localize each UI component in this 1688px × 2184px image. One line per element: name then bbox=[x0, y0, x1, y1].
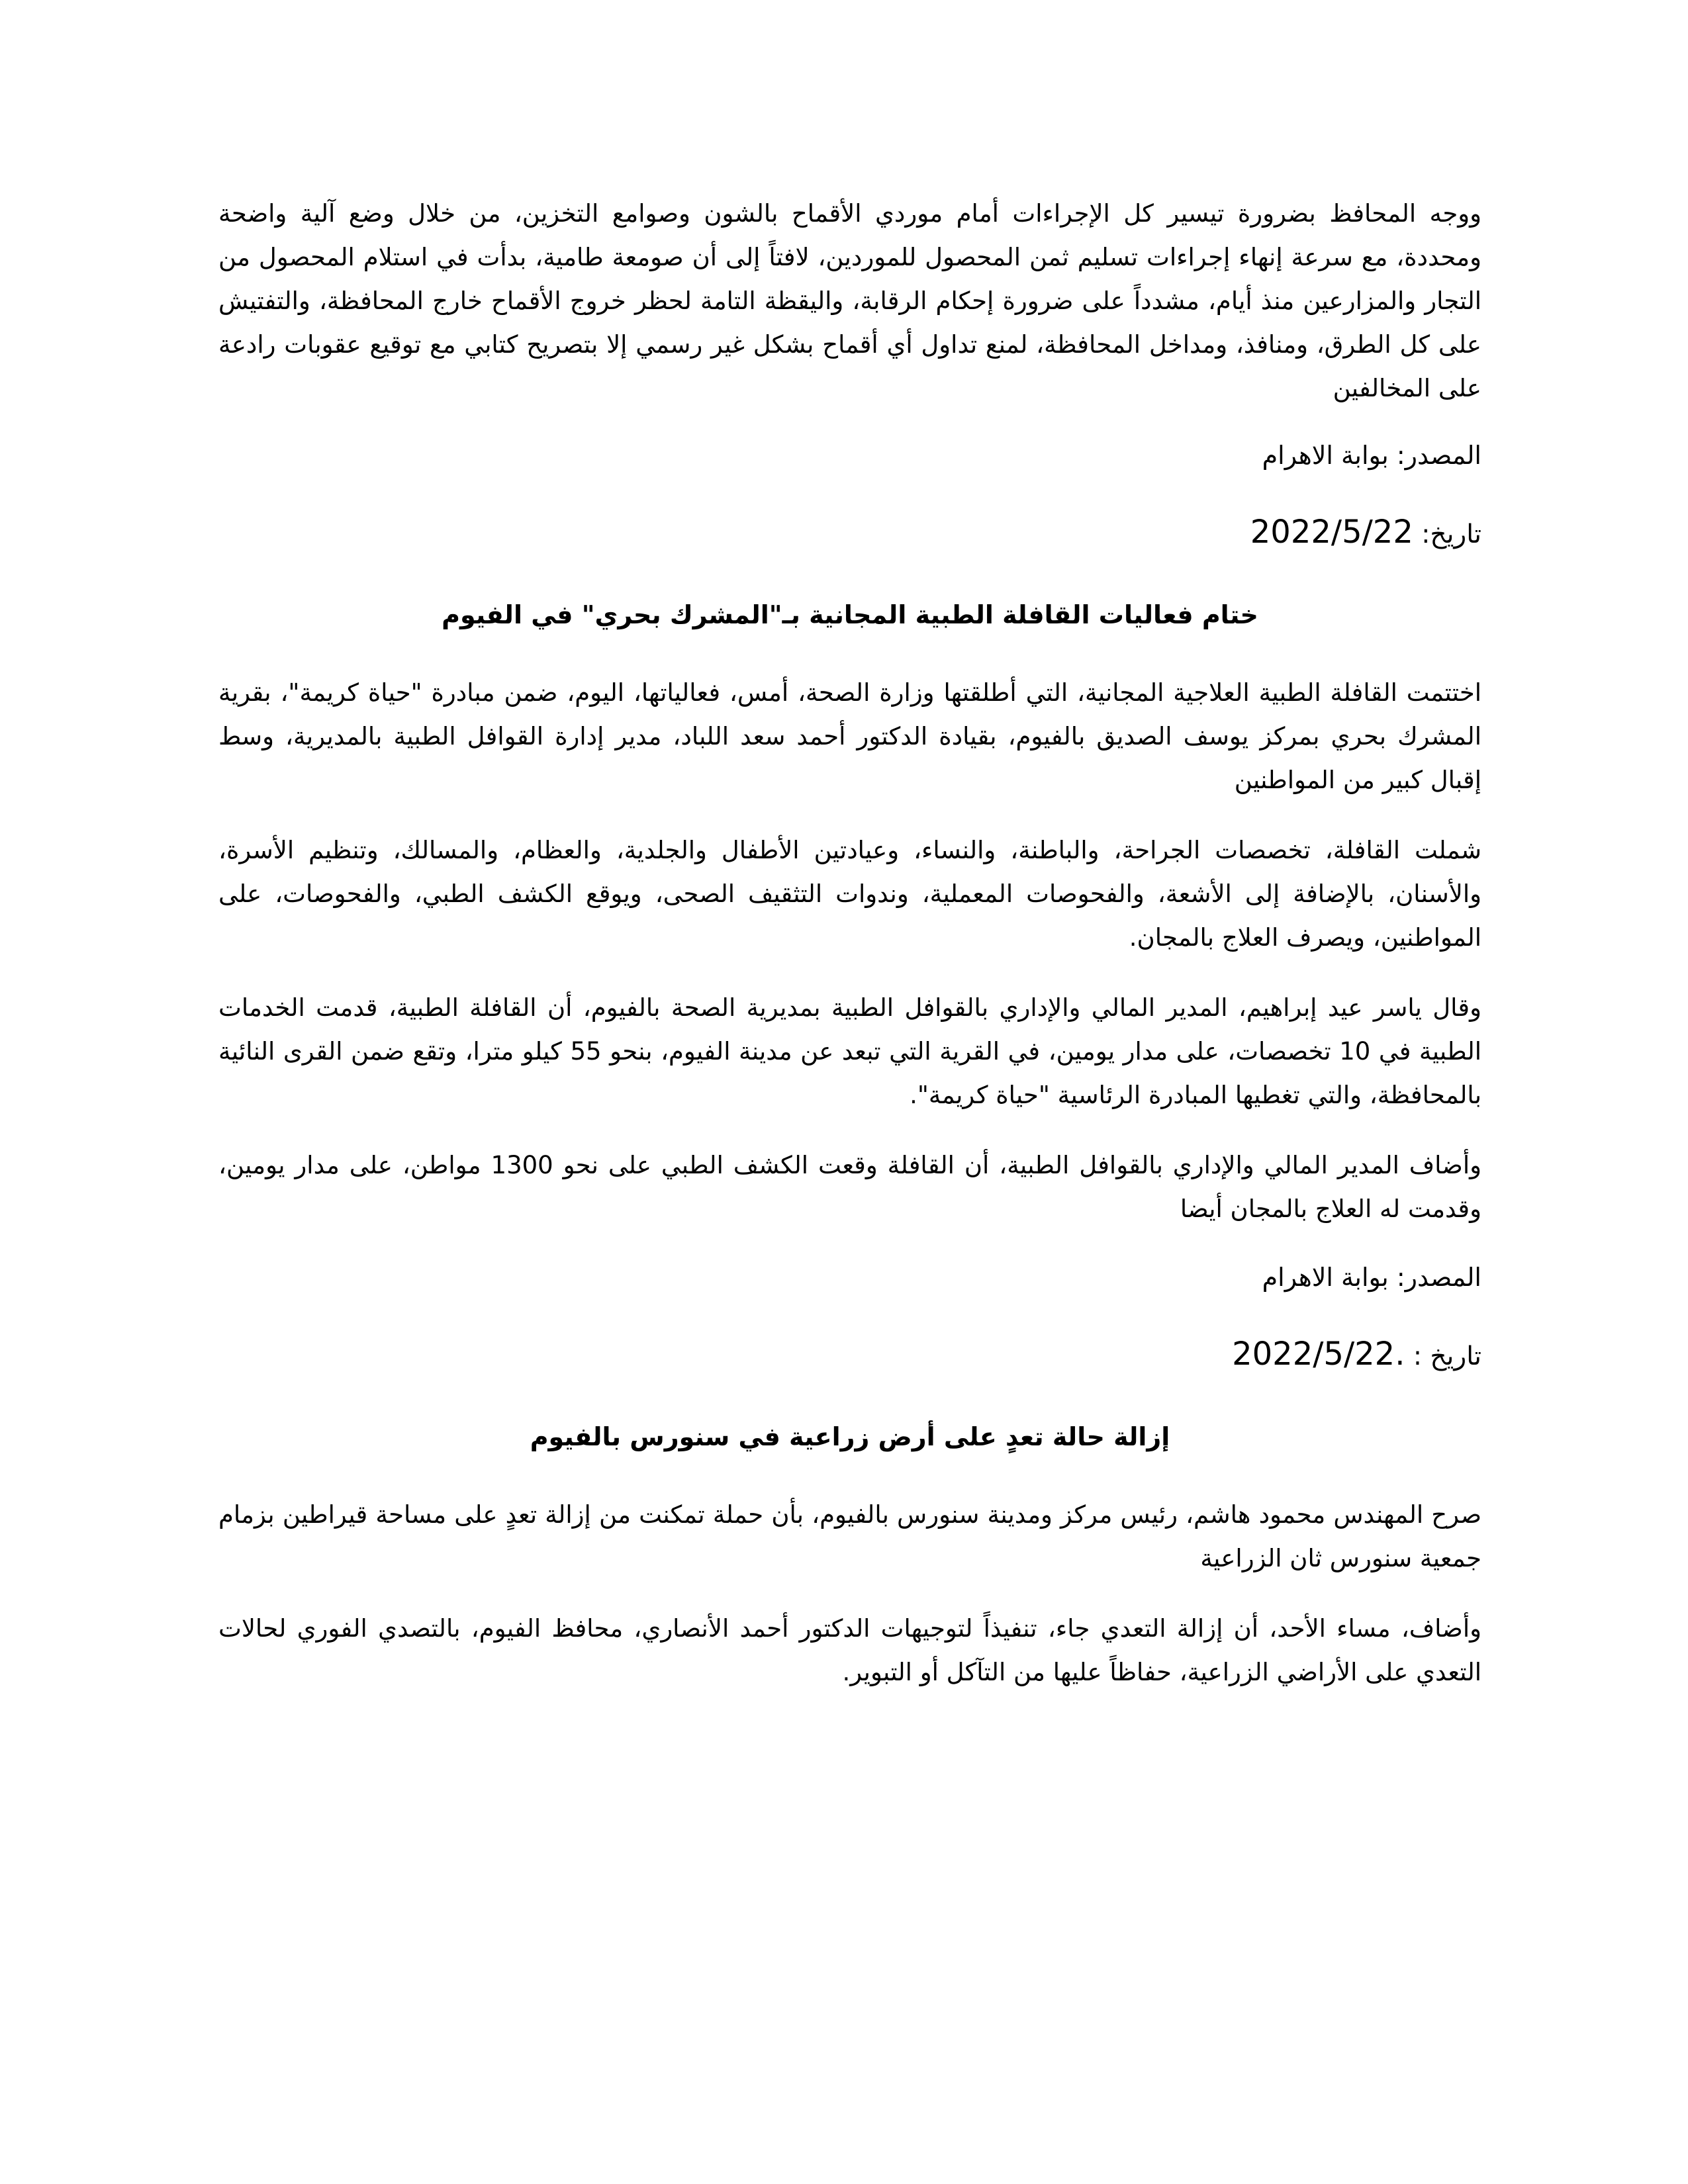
source-line: المصدر: بوابة الاهرام bbox=[1262, 441, 1481, 470]
paragraph: اختتمت القافلة الطبية العلاجية المجانية، التي أطلقتها وزارة الصحة، أمس، فعالياتها، اليوم، ضمن مبادرة "حياة كريمة"، بقرية المشرك بحري بمركز يوسف الصديق بالفيوم، بقيادة الدكتور أحمد سعد اللباد، مدير إدارة القوافل الطبية بالمديرية، وسط إقبال كبير من المواطنين bbox=[218, 678, 1481, 794]
paragraph: وأضاف المدير المالي والإداري بالقوافل الطبية، أن القافلة وقعت الكشف الطبي على نحو 1300 مواطن، على مدار يومين، وقدمت له العلاج بالمجان أيضا bbox=[218, 1151, 1481, 1223]
paragraph: وأضاف، مساء الأحد، أن إزالة التعدي جاء، تنفيذاً لتوجيهات الدكتور أحمد الأنصاري، محافظ الفيوم، بالتصدي الفوري لحالات التعدي على الأراضي الزراعية، حفاظاً عليها من التآكل أو التبوير. bbox=[218, 1614, 1481, 1686]
date-value: 2022/5/22. bbox=[1232, 1336, 1405, 1373]
paragraph: صرح المهندس محمود هاشم، رئيس مركز ومدينة سنورس بالفيوم، بأن حملة تمكنت من إزالة تعدٍ على مساحة قيراطين بزمام جمعية سنورس ثان الزراعية bbox=[218, 1500, 1481, 1572]
date-label: تاريخ: bbox=[1413, 520, 1481, 549]
date-line bbox=[218, 512, 1481, 555]
document-page bbox=[218, 192, 1481, 1721]
paragraph: ووجه المحافظ بضرورة تيسير كل الإجراءات أمام موردي الأقماح بالشون وصوامع التخزين، من خلال وضع آلية واضحة ومحددة، مع سرعة إنهاء إجراءات تسليم ثمن المحصول للموردين، لافتاً إلى أن صومعة طامية، بدأت في استلام المحصول من التجار والمزارعين منذ أيام، مشدداً على ضرورة إحكام الرقابة، واليقظة التامة لحظر خروج الأقماح خارج المحافظة، والتفتيش على كل الطرق، ومنافذ، ومداخل المحافظة، لمنع تداول أي أقماح بشكل غير رسمي إلا بتصريح كتابي مع توقيع عقوبات رادعة على المخالفين bbox=[218, 199, 1481, 402]
date-value: 2022/5/22 bbox=[1250, 514, 1413, 551]
date-label: تاريخ : bbox=[1405, 1342, 1481, 1371]
article-headline: إزالة حالة تعدٍ على أرض زراعية في سنورس بالفيوم bbox=[530, 1422, 1170, 1451]
article-headline: ختام فعاليات القافلة الطبية المجانية بـ"المشرك بحري" في الفيوم bbox=[442, 600, 1258, 629]
paragraph: شملت القافلة، تخصصات الجراحة، والباطنة، والنساء، وعيادتين الأطفال والجلدية، والعظام، والمسالك، وتنظيم الأسرة، والأسنان، بالإضافة إلى الأشعة، والفحوصات المعملية، وندوات التثقيف الصحى، ويوقع الكشف الطبي، والفحوصات، على المواطنين، ويصرف العلاج بالمجان. bbox=[218, 836, 1481, 952]
date-line bbox=[218, 1334, 1481, 1377]
paragraph: وقال ياسر عيد إبراهيم، المدير المالي والإداري بالقوافل الطبية بمديرية الصحة بالفيوم، أن القافلة الطبية، قدمت الخدمات الطبية في 10 تخصصات، على مدار يومين، في القرية التي تبعد عن مدينة الفيوم، بنحو 55 كيلو مترا، وتقع ضمن القرى النائية بالمحافظة، والتي تغطيها المبادرة الرئاسية "حياة كريمة". bbox=[218, 993, 1481, 1109]
source-line: المصدر: بوابة الاهرام bbox=[1262, 1263, 1481, 1292]
